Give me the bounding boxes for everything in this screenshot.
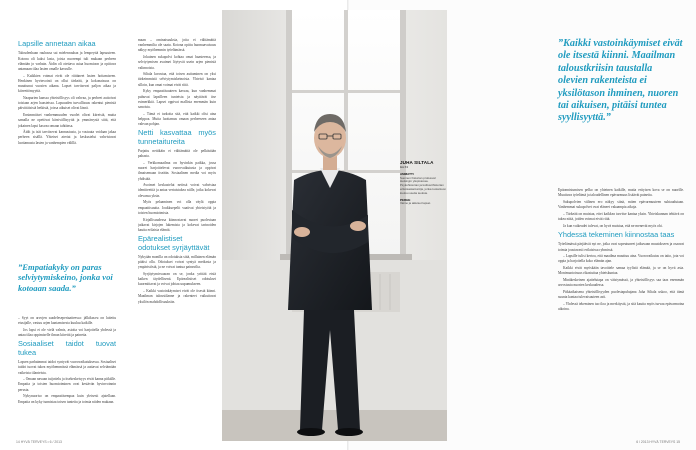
subhead-sosiaaliset: Sosiaaliset taidot tuovat tukea [18,339,116,357]
left-column-2 [138,38,216,438]
paragraph: Taloudenhaan rauhassa sai mielenrauhaa ja lempeyttä lapsuuteen. Kotona oli kaksi lasta, joista nuorempi tuli mukaan perheen elämään jo varhain. Äidin oli otettava asiaa huomioon ja opittava antamaan tilaa lasten omalle kasvulle. [18,51,116,72]
caption-family-label: PERHE [400,197,411,202]
subhead-eparealistiset: Epärealistiset odotukset syrjäyttävät [138,234,210,252]
portrait-photo [222,10,447,441]
left-column-1-lower [18,316,116,438]
right-column [558,188,684,436]
paragraph: Syrjäytymisvaaran on se, jonka yrittää etsiä kaiken täydellisenä. Epärealistiset odotukset kuormittavat ja voivat johtaa uupumukseen. [138,272,216,287]
portrait-illustration [222,10,447,441]
paragraph: Parjattu nettikäin ei välttämättä ole pelkästään pahasta. [138,149,216,159]
paragraph: – Kaikkien voimat eivät ole riittäneet lasten hoitamiseen. Henkinen hyvinvointi on ollut tärkeää, ja kokonaisuus on muuttunut vuosien aikana. Lapset tarvitsevat paljon aikaa ja kiireettömyyttä. [18,73,116,94]
caption-family: Vaimo ja aikuiset lapset. [400,201,431,206]
paragraph: Kaikki eivät myöskään tavoittele samaa tyylistä elämää, ja se on hyvä asia. Monimuotoisuus rikastuttaa yhteiskuntaa. [558,266,684,276]
paragraph: Minäkeskeinen ajattelutapa on väistymässä, ja yhteisöllisyys saa taas enemmän arvostusta nuorten keskuudessa. [558,278,684,288]
caption-age: ikä 63 [400,165,409,169]
paragraph: maan – ominaisuuksia, joita ei välttämättä vanhemmilta ole saatu. Kotona opittu huomaavaisuus näkyy myöhemmin työelämässä. [138,38,216,53]
photo-caption [400,160,446,206]
caption-name: JUHA SILTALA [400,160,434,165]
paragraph: Ensimmäiset vanhemmuuden vuodet olivat kiireisiä, mutta samalla ne opettivat kärsivällisyyttä ja ymmärrystä siitä, että jokainen lapsi kasvaa omaan tahtiinsa. [18,113,116,128]
paragraph: – Syyt on arvojen saadeleseperiaatteessa: jälkikasvu on laitettu etusijalle, vastuu arjen kantamisesta kuuluu kaikille. [18,316,116,326]
paragraph: Kyky empaattisuuteen kasvaa, kun vanhemmat puhuvat lapsilleen tunteista ja näyttävät itse esimerkkiä. Lapset oppivat mallista enemmän kuin sanoista. [138,89,216,109]
paragraph: Jos lapsi ei ole vielä valmis, asioita voi harjoitella yhdessä ja antaa tilaa oppimiselle ilman kiirettä ja painetta. [18,327,116,338]
paragraph: Myös pelaaminen voi olla väylä oppia empaattisuutta. Joukkuepelit vaativat yhteistyötä ja toisten huomioimista. [138,200,216,215]
paragraph: – Omaan navaan tuijottelu ja itsekeskeisyys eivät kanna pitkälle. Empatia ja toisten huomioiminen ovat kestävän hyvinvoinnin perusta. [18,377,116,392]
paragraph: – Yhdessä tekeminen tuo iloa ja merkitystä, ja sitä kautta myös turvaa epävarmoina aikoina. [558,301,684,312]
paragraph: Naapurien kanssa yhteisöllisyys oli vahvaa, ja perheet auttoivat toisiaan arjen haasteissa. Lapsuuden turvallisuus rakentui pienistä päivittäisistä hetkistä, joissa aikuiset olivat läsnä. [18,96,116,111]
paragraph: Nykyään monilla on odotuksia siitä, millainen elämän pitäisi olla. Odotukset voivat syntyä mediasta ja ympäristöstä, ja ne voivat tuntua painavilta. [138,254,216,270]
paragraph: Jokainen sukupolvi kohtaa omat haasteensa, ja selviytymisen avaimet löytyvät usein arjen pienistä valinnoista. [138,55,216,70]
paragraph: – Tärkeää on muistaa, ettei kaikkea tarvitse kantaa yksin. Yhteiskunnan tehtävä on tukea niitä, joiden voimat eivät riitä. [558,211,684,222]
paragraph: Epäonnistumisen pelko on yhteinen kaikille, mutta erityisen kova se on nuorille. Muuttuva työelämä ja taloudellinen epävarmuus lisäävät paineita. [558,188,684,198]
subhead-yhdessa: Yhdessä tekeminen kiinnostaa taas [558,229,675,239]
subhead-lapsille: Lapsille annetaan aikaa [18,39,96,48]
paragraph: – Verkkomaailma on hyvinkin paikka, jossa nuoret harjoittelevat vuorovaikutusta ja oppivat ilmaisemaan itseään. Sosiaalinen media voi myös yhdistää. [138,160,216,181]
paragraph: Siltala korostaa, että toisen auttaminen on yksi tärkeimmistä selviytymiskeinoista. Yhteisö kantaa silloin, kun omat voimat eivät riitä. [138,72,216,87]
paragraph: Lapsen parhaimmat taidot syntyvät vuorovaikutuksessa. Sosiaaliset taidot tuovat tukea myöhemmässä elämässä ja auttavat selviämään vaikeista tilanteista. [18,360,116,375]
paragraph: Äidit ja isät tarvitsevat kannustusta, ja vastuuta voidaan jakaa perheen sisällä. Yhteiset ateriat ja keskustelut vahvistavat luottamusta lasten ja vanhempien välillä. [18,130,116,145]
paragraph: Työelämässä pärjäävät nyt ne, jotka ovat sopeutuneet jatkuvaan muutokseen ja osaavat toimia joustavasti erilaisissa ryhmissä. [558,242,684,252]
caption-description: Suomen historian professori Helsingin yliopistossa. Psykohistorian ja kulttuurihistorian erikoisasiantuntija, jonka tuotantoon kuuluu useita teoksia. [400,175,446,195]
paragraph: – Lapsille tulisi kertoa, että maailma muuttuu aina. Vuorovaikutus on taito, jota voi oppia ja harjoitella koko elämän ajan. [558,254,684,264]
paragraph: Avoimet keskustelut netissä voivat vahvistaa identiteettiä ja antaa vertaistukea niille, jotka kokevat olevansa yksin. [138,183,216,198]
paragraph: Ja kun vaikeudet tulevat, on hyvä muistaa, että ne menevät myös ohi. [563,223,663,228]
paragraph: Sukupolvien välinen ero näkyy siinä, miten epävarmuuteen suhtaudutaan. Vanhemmat sukupolvet ovat eläneet vakaampia aikoja. [558,199,684,210]
paragraph: Nykynuoriso on empaattisempaa kuin yleisesti ajatellaan. Empatia on kyky tunnistaa toisen tunteita ja toimia niiden mukaan. [18,394,116,404]
left-column-1 [18,38,116,260]
footer-right: 6 / 2013 HYVÄ TERVEYS 15 [636,440,680,444]
footer-left: 14 HYVÄ TERVEYS • 6 / 2013 [16,440,62,444]
pull-quote-vastoinkaymiset: ”Kaikki vastoinkäymiset eivät ole itsestä kiinni. Maailman taloustkriisin taustalla olevien rakenteista ei yksilötason ihminen, nuoren tai aikuisen, pitäisi tuntea syyllisyyttä.” [558,38,683,124]
paragraph: Pitkäaikaisena yhteisöllisyyden puolestapuhujana Juha Siltala uskoo, että tämä suunta kantaa tulevaisuuteen asti. [558,289,684,300]
paragraph: Kirjallisuudessa kiinnostavat nuoret puolestaan jatkavat kirjojen lukemista ja kokevat tarinoiden kautta erilaisia elämiä. [138,217,216,232]
pull-quote-empatia: ”Empatiakyky on paras selviytymiskeino, jonka voi kotoaan saada.” [18,262,113,293]
caption-role-label: AMMATTI [400,171,414,176]
subhead-netti: Netti kasvattaa myös tunnetaitureita [138,128,216,146]
paragraph: – Kaikki vastoinkäymiset eivät ole itsestä kiinni. Maailman taloustilanne ja rakenteet vaikuttavat yksilön mahdollisuuksiin. [138,289,216,304]
paragraph: – Tämä ei tarkoita sitä, että kaikki olisi aina helppoa. Mutta luottamus omaan perheeseen antaa vahvan pohjan. [138,111,216,127]
